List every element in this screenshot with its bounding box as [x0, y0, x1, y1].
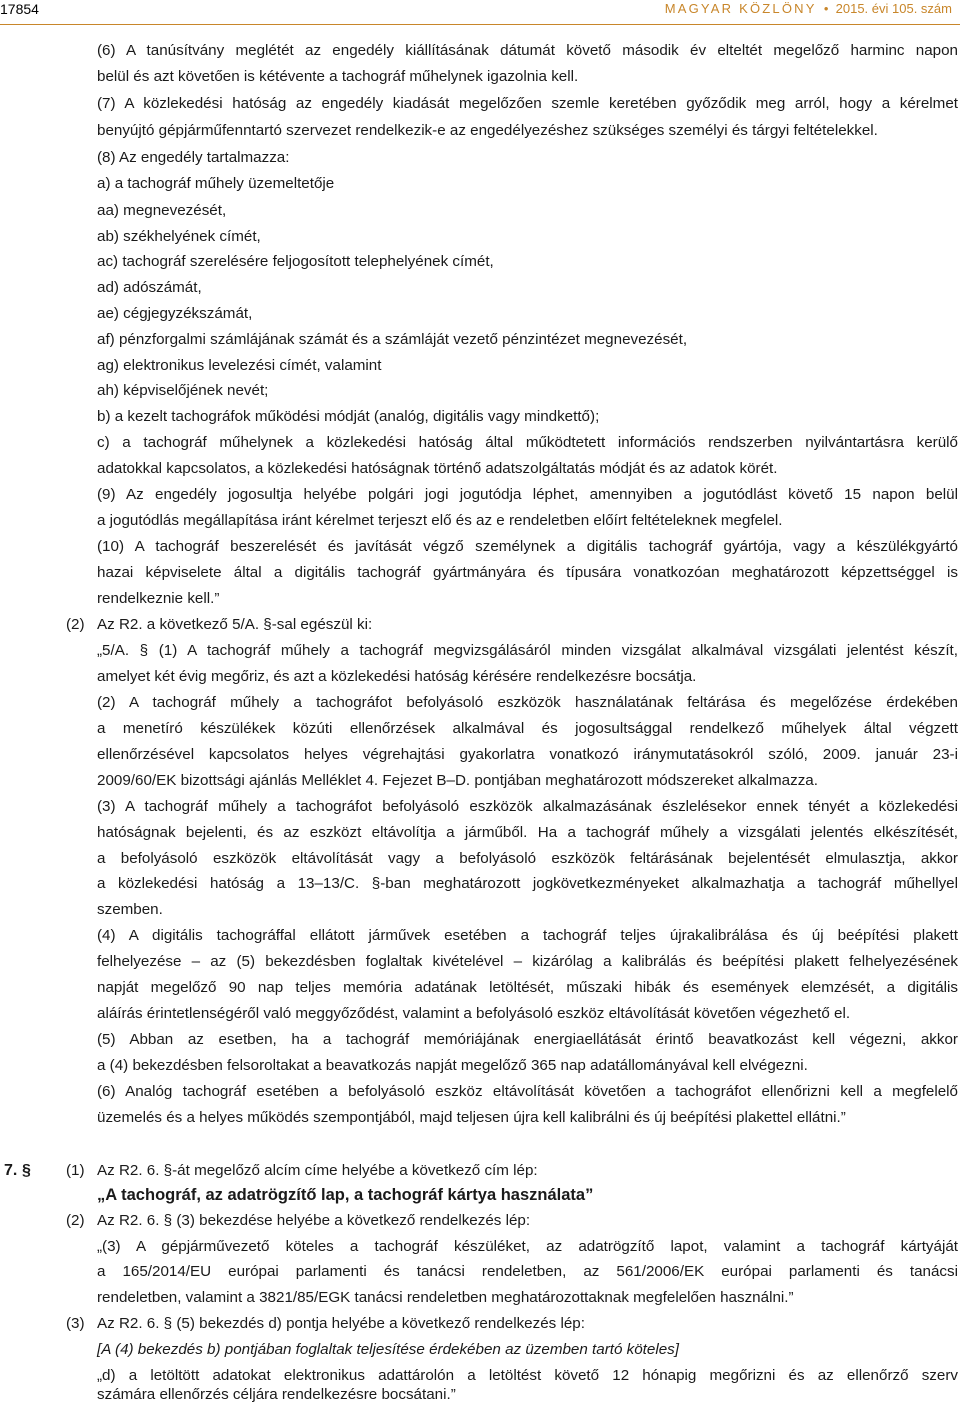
text-line: (6) Analóg tachográf esetében a befolyásoló eszköz eltávolítását követően a tachográfot ellenőrizni kell a megfelelő [97, 1083, 958, 1100]
page-header [0, 0, 960, 22]
text-line: ellenőrzésével kapcsolatos helyes végrehajtási gyakorlatra vonatkozó iránymutatásokról szóló, 2009. január 23-i [97, 746, 958, 763]
text-line: adatokkal kapcsolatos, a közlekedési hatóságnak történő adatszolgáltatás módját és az adatok körét. [97, 460, 778, 477]
text-line: benyújtó gépjárműfenntartó szervezet rendelkezik-e az engedélyezéshez szükséges személyi és tárgyi feltételekkel. [97, 122, 878, 139]
text-line: Az R2. 6. § (5) bekezdés d) pontja helyébe a következő rendelkezés lép: [97, 1315, 585, 1332]
text-line: szemben. [97, 901, 163, 918]
text-line: (7) A közlekedési hatóság az engedély kiadását megelőzően szemle keretében győződik meg arról, hogy a kérelmet [97, 95, 958, 112]
text-line: Az R2. 6. § (3) bekezdése helyébe a következő rendelkezés lép: [97, 1212, 531, 1229]
text-line: Az R2. a következő 5/A. §-sal egészül ki: [97, 616, 373, 633]
text-line: ac) tachográf szerelésére feljogosított telephelyének címét, [97, 253, 494, 270]
italic-context-line: [A (4) bekezdés b) pontjában foglaltak teljesítése érdekében az üzemben tartó köteles] [97, 1341, 679, 1358]
text-line: számára ellenőrzés céljára rendelkezésre bocsátani.” [97, 1386, 456, 1403]
text-line: „d) a letöltött adatokat elektronikus adattárolón a letöltést követő 12 hónapig megőrizni és az ellenőrző szerv [97, 1367, 958, 1384]
issue-number: 2015. évi 105. szám [835, 1, 952, 16]
text-line: „5/A. § (1) A tachográf műhely a tachográf megvizsgálásáról minden vizsgálat alkalmával vizsgálati jelentést készít, [97, 642, 958, 659]
separator-bullet: • [823, 1, 829, 16]
page-number: 17854 [0, 1, 39, 17]
text-line: af) pénzforgalmi számlájának számát és a számláját vezető pénzintézet megnevezését, [97, 331, 688, 348]
text-line: a) a tachográf műhely üzemeltetője [97, 175, 335, 192]
text-line: „(3) A gépjárművezető köteles a tachográf készüléket, az adatrögzítő lapot, valamint a tachográf kártyáját [97, 1238, 958, 1255]
running-head [665, 1, 952, 16]
text-line: (8) Az engedély tartalmazza: [97, 149, 290, 166]
text-line: ad) adószámát, [97, 279, 202, 296]
text-line: a jogutódlás megállapítása iránt kérelmet terjeszt elő és az e rendeletben előírt feltételeknek megfelel. [97, 512, 783, 529]
text-line: rendelkeznie kell.” [97, 590, 220, 607]
text-line: hazai képviselete által a digitális tachográf gyártmányára és típusára vonatkozóan meghatározott képzettséggel is [97, 564, 958, 581]
text-line: (2) A tachográf műhely a tachográfot befolyásoló eszközök használatának feltárása és megelőzése érdekében [97, 694, 958, 711]
text-line: belül és azt követően is kétévente a tachográf műhelynek igazolnia kell. [97, 68, 579, 85]
section-symbol: § [22, 1162, 31, 1179]
point-marker: (1) [66, 1162, 85, 1179]
text-line: (4) A digitális tachográffal ellátott járművek esetében a tachográf teljes újrakalibrálása és új beépítési plakett [97, 927, 958, 944]
header-rule [0, 24, 960, 25]
subtitle-heading: „A tachográf, az adatrögzítő lap, a tachográf kártya használata” [97, 1186, 594, 1204]
point-marker: (2) [66, 1212, 85, 1229]
text-line: a közlekedési hatóság a 13–13/C. §-ban meghatározott jogkövetkezményeket alkalmazhatja a tachográf műhellyel [97, 875, 958, 892]
text-line: amelyet két évig megőriz, és azt a közlekedési hatóság kérésére rendelkezésre bocsátja. [97, 668, 697, 685]
text-line: (5) Abban az esetben, ha a tachográf memóriájának energiaellátását érintő beavatkozást kell végezni, akkor [97, 1031, 958, 1048]
text-line: (10) A tachográf beszerelését és javítását végző személynek a digitális tachográf gyártója, vagy a készülékgyártó [97, 538, 958, 555]
point-marker: (2) [66, 616, 85, 633]
text-line: (6) A tanúsítvány meglétét az engedély kiállításának dátumát követő második év elteltét megelőző harminc napon [97, 42, 958, 59]
text-line: felhelyezése – az (5) bekezdésben foglaltak kivételével – kizárólag a kalibrálás és beépítési plakett felhelyezésének [97, 953, 958, 970]
text-line: 2009/60/EK bizottsági ajánlás Melléklet 4. Fejezet B–D. pontjában meghatározott módszereket alkalmazza. [97, 772, 818, 789]
text-line: a 165/2014/EU európai parlamenti és tanácsi rendeletben, az 561/2006/EK európai parlamenti és tanácsi [97, 1263, 958, 1280]
text-line: b) a kezelt tachográfok működési módját (analóg, digitális vagy mindkettő); [97, 408, 600, 425]
text-line: c) a tachográf műhelynek a közlekedési hatóság által működtetett információs rendszerben nyilvántartásra kerülő [97, 434, 958, 451]
text-line: (3) A tachográf műhely a tachográfot befolyásoló eszközök alkalmazásának észlelésekor ennek tényét a közlekedési [97, 798, 958, 815]
section-number: 7. [4, 1162, 18, 1179]
text-line: ah) képviselőjének nevét; [97, 382, 269, 399]
text-line: napját megelőző 90 nap teljes memória adatának letöltését, műszaki hibák és események elemzését, a digitális [97, 979, 958, 996]
text-line: hatóságnak bejelenti, és az eszközt eltávolítja a járműből. Ha a tachográf műhely a vizsgálati jelentés elkészítését, [97, 824, 958, 841]
journal-title: MAGYAR KÖZLÖNY [664, 1, 817, 16]
text-line: a menetíró készülékek közúti ellenőrzések alkalmával és jogosultsággal rendelkező műhelyek által végzett [97, 720, 958, 737]
text-line: ag) elektronikus levelezési címét, valamint [97, 357, 382, 374]
text-line: üzemelés és a helyes működés szempontjából, majd teljesen újra kell kalibrálni és új beépítési plakettel ellátni.” [97, 1109, 846, 1126]
text-line: rendeletben, valamint a 3821/85/EGK tanácsi rendeletben meghatározottaknak megfelelően használni.” [97, 1289, 794, 1306]
text-line: aa) megnevezését, [97, 202, 227, 219]
text-line: a (4) bekezdésben felsoroltakat a beavatkozás napját megelőző 365 nap adatállományával kell elvégezni. [97, 1057, 808, 1074]
text-line: aláírás érintetlenségéről való meggyőződést, valamint a befolyásoló eszköz eltávolítását követően végezhető el. [97, 1005, 851, 1022]
text-line: Az R2. 6. §-át megelőző alcím címe helyébe a következő cím lép: [97, 1162, 538, 1179]
text-line: a befolyásoló eszközök eltávolítását vagy a befolyásoló eszközök feltárásának bejelentését elmulasztja, akkor [97, 850, 958, 867]
text-line: ae) cégjegyzékszámát, [97, 305, 253, 322]
point-marker: (3) [66, 1315, 85, 1332]
text-line: ab) székhelyének címét, [97, 228, 261, 245]
text-line: (9) Az engedély jogosultja helyébe polgári jogi jogutódja léphet, amennyiben a jogutódlást követő 15 napon belül [97, 486, 958, 503]
